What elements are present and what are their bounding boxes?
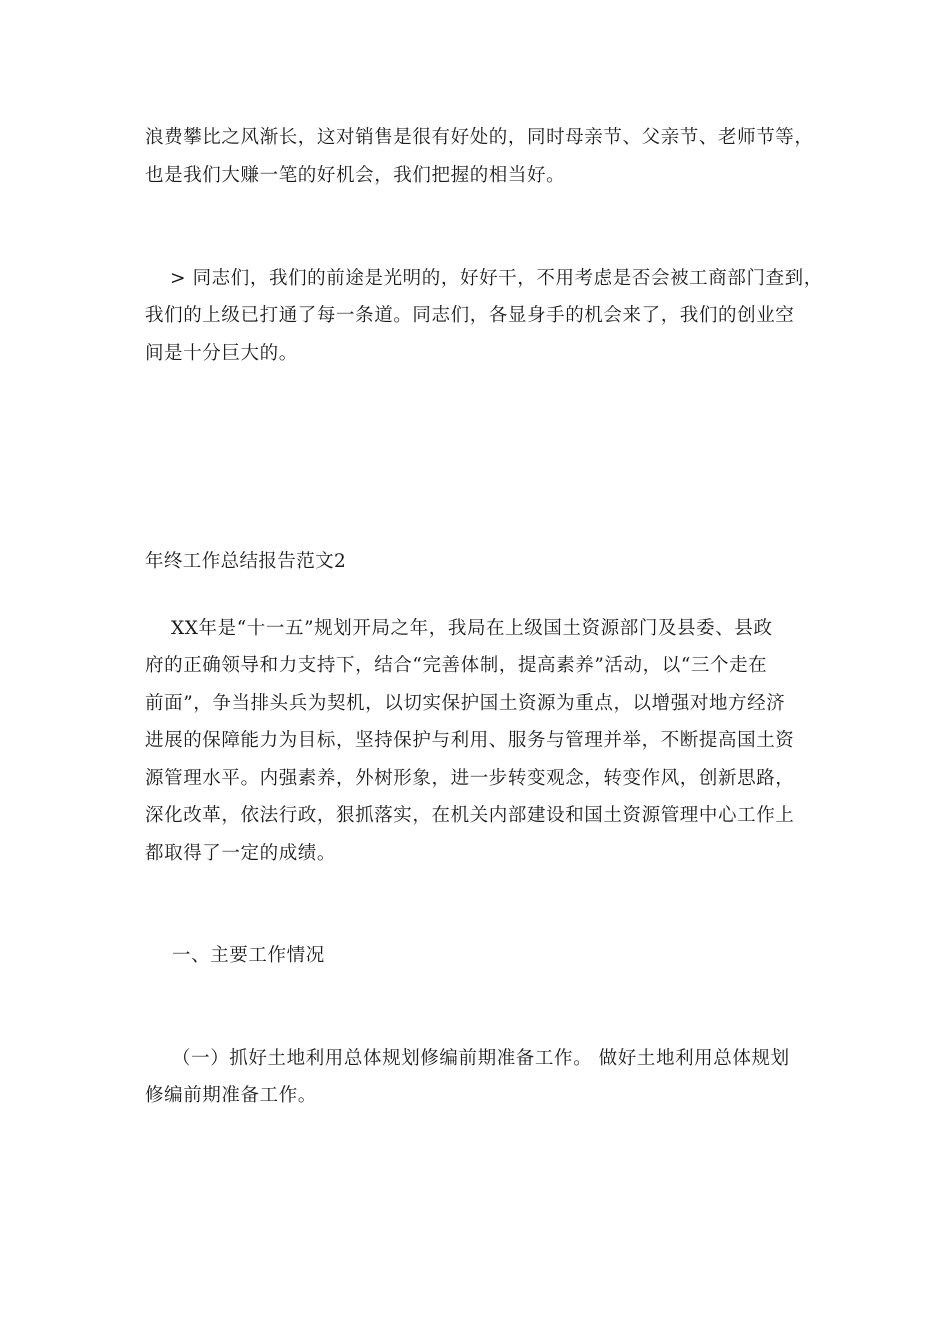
paragraph-4-line-1: （一）抓好土地利用总体规划修编前期准备工作。 做好土地利用总体规划 bbox=[172, 1048, 790, 1069]
paragraph-2-line-2: 我们的上级已打通了每一条道。同志们，各显身手的机会来了，我们的创业空 bbox=[145, 305, 795, 326]
paragraph-3-line-2: 府的正确领导和力支持下，结合“完善体制，提高素养”活动，以“三个走在 bbox=[145, 655, 768, 676]
paragraph-3-line-4: 进展的保障能力为目标，坚持保护与利用、服务与管理并举，不断提高国土资 bbox=[145, 730, 795, 751]
paragraph-2-line-3: 间是十分巨大的。 bbox=[145, 343, 298, 364]
paragraph-3-line-1: XX年是“十一五”规划开局之年，我局在上级国土资源部门及县委、县政 bbox=[171, 618, 773, 639]
paragraph-3-line-7: 都取得了一定的成绩。 bbox=[145, 843, 337, 864]
section-heading-1: 一、主要工作情况 bbox=[172, 945, 325, 966]
paragraph-3-line-5: 源管理水平。内强素养，外树形象，进一步转变观念，转变作风，创新思路， bbox=[145, 768, 795, 789]
paragraph-3-line-3: 前面”，争当排头兵为契机，以切实保护国土资源为重点，以增强对地方经济 bbox=[145, 693, 786, 714]
paragraph-1-line-2: 也是我们大赚一笔的好机会，我们把握的相当好。 bbox=[145, 165, 566, 186]
paragraph-1-line-1: 浪费攀比之风渐长，这对销售是很有好处的，同时母亲节、父亲节、老师节等， bbox=[145, 127, 814, 148]
document-heading: 年终工作总结报告范文2 bbox=[145, 551, 347, 572]
paragraph-4-line-2: 修编前期准备工作。 bbox=[145, 1085, 317, 1106]
paragraph-2-line-1: > 同志们，我们的前途是光明的，好好干，不用考虑是否会被工商部门查到， bbox=[170, 268, 823, 289]
paragraph-3-line-6: 深化改革，依法行政，狠抓落实，在机关内部建设和国土资源管理中心工作上 bbox=[145, 805, 795, 826]
